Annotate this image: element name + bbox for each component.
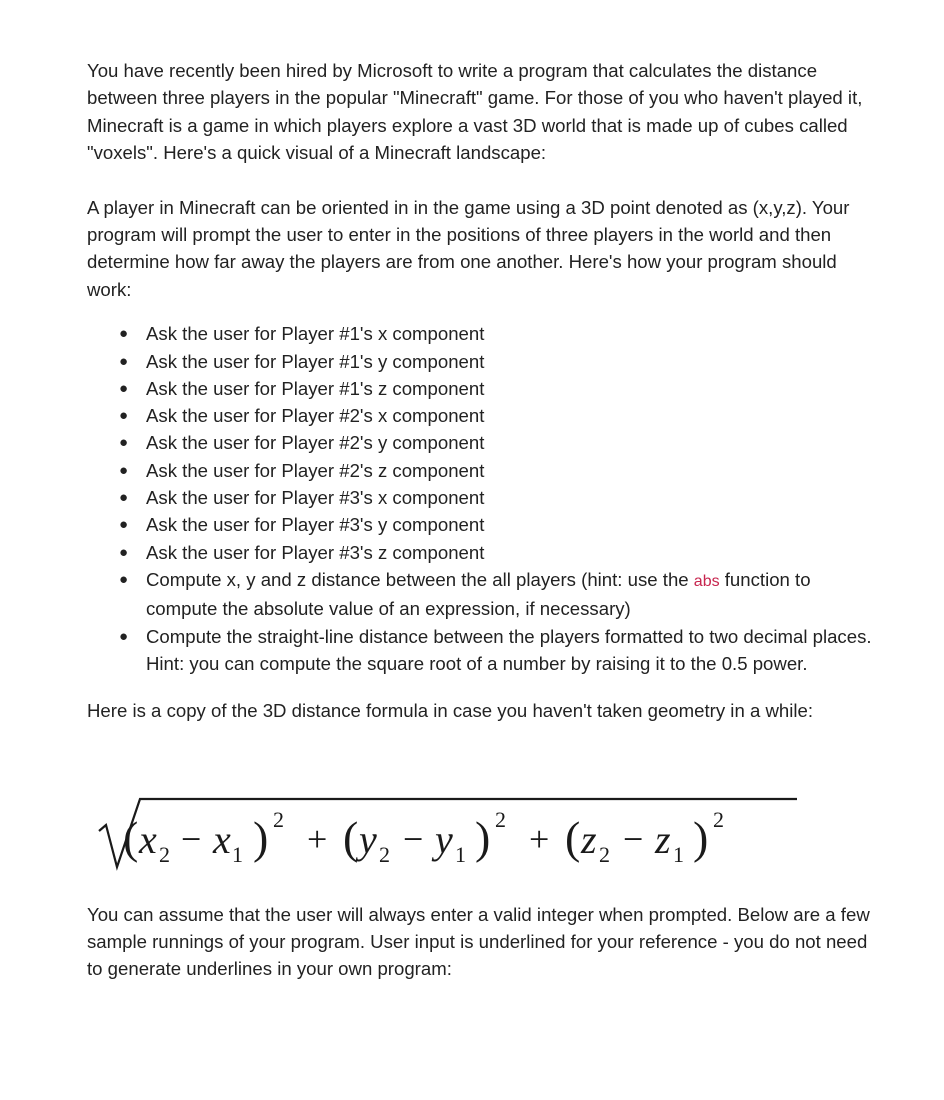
- list-item-compute-distance: ● Compute x, y and z distance between the all players (hint: use the abs function to compute the absolute value of an expression, if necessary): [146, 566, 877, 623]
- open-paren: (: [565, 811, 581, 863]
- y2-subscript: 2: [379, 841, 390, 867]
- bullet-icon: ●: [119, 516, 129, 534]
- player-position-paragraph: A player in Minecraft can be oriented in in the game using a 3D point denoted as (x,y,z). Your program will prompt the user to enter in the positions of three players in the world and then determine how far away the players are from one another. Here's how your program should work:: [87, 196, 850, 300]
- y2-symbol: y: [359, 816, 377, 862]
- bullet-icon: ●: [119, 489, 129, 507]
- close-paren: ): [475, 811, 491, 863]
- intro-paragraph: You have recently been hired by Microsoft to write a program that calculates the distance between three players in the popular "Minecraft" game. For those of you who haven't played it, Minecraft is a game in which players explore a vast 3D world that is made up of cubes called "voxels". Here's a quick visual of a Minecraft landscape:: [87, 60, 863, 164]
- bullet-icon: ●: [119, 570, 129, 588]
- list-item: ● Ask the user for Player #1's y component: [146, 348, 877, 375]
- z2-symbol: z: [581, 816, 597, 862]
- open-paren: (: [123, 811, 139, 863]
- minus-sign: −: [623, 818, 644, 859]
- list-item: ● Ask the user for Player #3's x component: [146, 484, 877, 511]
- formula-intro-paragraph: Here is a copy of the 3D distance formula in case you haven't taken geometry in a while:: [87, 700, 813, 722]
- list-item: ● Ask the user for Player #2's z component: [146, 457, 877, 484]
- closing-paragraph: You can assume that the user will always enter a valid integer when prompted. Below are a few sample runnings of your program. User input is underlined for your reference - you do not need to generate underlines in your own program:: [87, 903, 870, 980]
- x1-symbol: x: [213, 816, 231, 862]
- bullet-icon: ●: [119, 379, 129, 397]
- minus-sign: −: [181, 818, 202, 859]
- bullet-icon: ●: [119, 627, 129, 645]
- list-item: ● Ask the user for Player #3's z component: [146, 539, 877, 566]
- close-paren: ): [253, 811, 269, 863]
- bullet-icon: ●: [119, 407, 129, 425]
- exponent: 2: [273, 806, 284, 832]
- abs-function-code: abs: [693, 572, 720, 590]
- minus-sign: −: [403, 818, 424, 859]
- exponent: 2: [713, 806, 724, 832]
- list-item: ● Ask the user for Player #1's x component: [146, 320, 877, 347]
- x1-subscript: 1: [232, 841, 243, 867]
- list-item-straight-line: ● Compute the straight-line distance between the players formatted to two decimal places. Hint: you can compute the square root of a number by raising it to the 0.5 power.: [146, 623, 877, 678]
- y1-subscript: 1: [455, 841, 466, 867]
- y1-symbol: y: [435, 816, 453, 862]
- plus-sign: +: [529, 818, 550, 859]
- z2-subscript: 2: [599, 841, 610, 867]
- distance-formula-graphic: [87, 743, 877, 883]
- list-item: ● Ask the user for Player #3's y component: [146, 511, 877, 538]
- bullet-icon: ●: [119, 352, 129, 370]
- list-item: ● Ask the user for Player #1's z component: [146, 375, 877, 402]
- assignment-document: [87, 57, 877, 983]
- x2-subscript: 2: [159, 841, 170, 867]
- list-item: ● Ask the user for Player #2's y component: [146, 429, 877, 456]
- exponent: 2: [495, 806, 506, 832]
- bullet-icon: ●: [119, 461, 129, 479]
- list-item: ● Ask the user for Player #2's x component: [146, 402, 877, 429]
- distance-formula: [87, 743, 877, 883]
- close-paren: ): [693, 811, 709, 863]
- bullet-icon: ●: [119, 543, 129, 561]
- plus-sign: +: [307, 818, 328, 859]
- x2-symbol: x: [139, 816, 157, 862]
- bullet-icon: ●: [119, 434, 129, 452]
- z1-symbol: z: [655, 816, 671, 862]
- open-paren: (: [343, 811, 359, 863]
- program-steps-list: [87, 320, 877, 677]
- z1-subscript: 1: [673, 841, 684, 867]
- bullet-icon: ●: [119, 325, 129, 343]
